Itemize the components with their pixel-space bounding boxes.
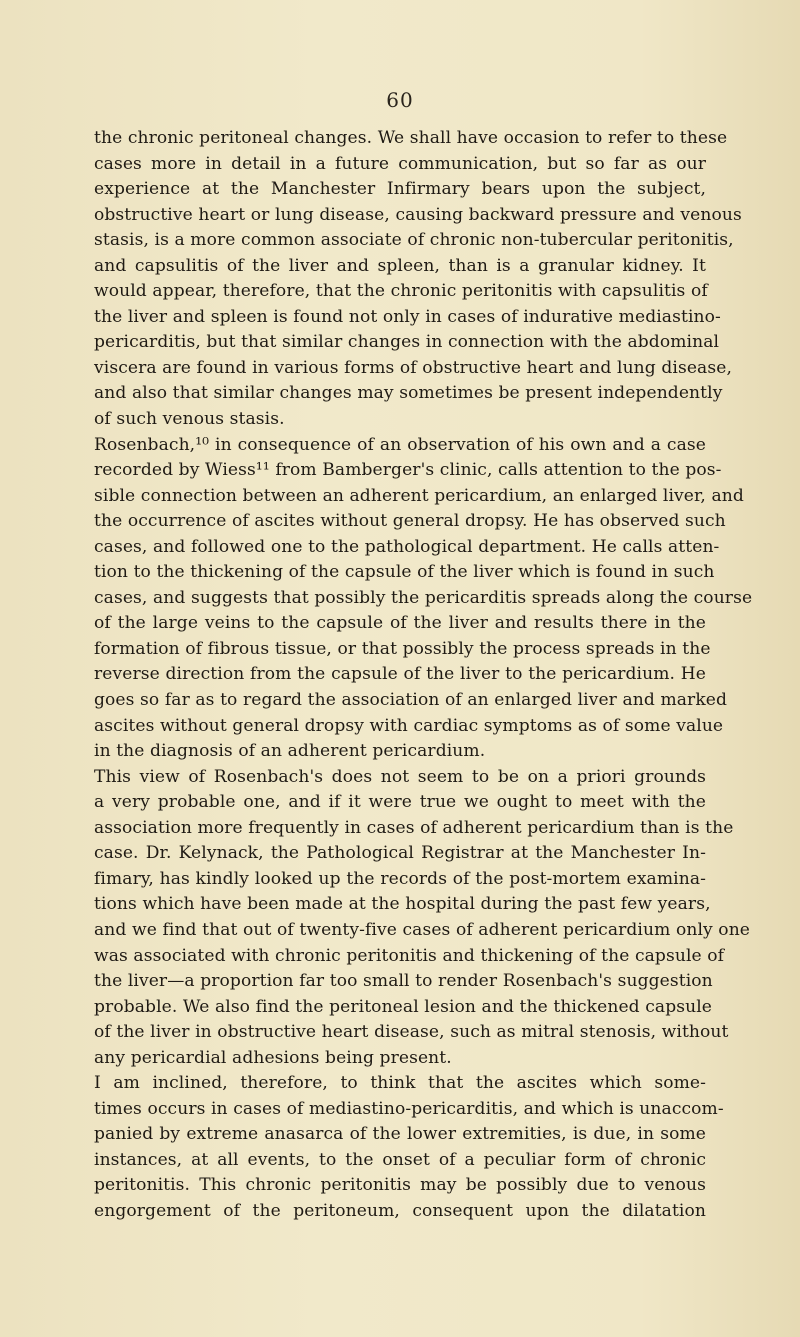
text-line: This view of Rosenbach's does not seem to be on a priori grounds	[94, 766, 706, 787]
text-line: reverse direction from the capsule of the liver to the pericardium. He	[94, 664, 706, 685]
text-line: obstructive heart or lung disease, causing backward pressure and venous	[94, 204, 742, 225]
text-line: ascites without general dropsy with cardiac symptoms as of some value	[94, 715, 724, 736]
text-line: cases, and suggests that possibly the pericarditis spreads along the course	[94, 587, 753, 608]
text-line: would appear, therefore, that the chronic peritonitis with capsulitis of	[94, 281, 708, 302]
body-text	[94, 126, 753, 1225]
text-line: panied by extreme anasarca of the lower extremities, is due, in some	[94, 1124, 706, 1145]
text-line: tion to the thickening of the capsule of the liver which is found in such	[94, 562, 715, 583]
text-line: a very probable one, and if it were true we ought to meet with the	[94, 792, 706, 813]
text-line: cases, and followed one to the pathological department. He calls atten-	[94, 536, 720, 557]
text-line: goes so far as to regard the association of an enlarged liver and marked	[94, 690, 728, 711]
text-line: viscera are found in various forms of obstructive heart and lung disease,	[94, 357, 732, 378]
text-line: and also that similar changes may sometimes be present independently	[94, 383, 723, 404]
page-number: 60	[386, 88, 414, 112]
text-line: formation of fibrous tissue, or that possibly the process spreads in the	[94, 638, 711, 659]
text-line: in the diagnosis of an adherent pericardium.	[94, 741, 486, 762]
text-line: peritonitis. This chronic peritonitis may be possibly due to venous	[94, 1175, 706, 1196]
text-line: the chronic peritoneal changes. We shall have occasion to refer to these	[94, 128, 728, 148]
text-line: tions which have been made at the hospital during the past few years,	[94, 894, 711, 915]
text-line: stasis, is a more common associate of chronic non-tubercular peritonitis,	[94, 230, 734, 251]
text-line: experience at the Manchester Infirmary bears upon the subject,	[94, 179, 706, 200]
text-line: I am inclined, therefore, to think that the ascites which some-	[94, 1073, 706, 1094]
text-line: of the large veins to the capsule of the liver and results there in the	[94, 613, 706, 634]
text-line: pericarditis, but that similar changes in connection with the abdominal	[94, 332, 720, 353]
text-line: fimary, has kindly looked up the records of the post-mortem examina-	[94, 868, 706, 889]
text-line: times occurs in cases of mediastino-pericarditis, and which is unaccom-	[94, 1098, 724, 1119]
text-line: case. Dr. Kelynack, the Pathological Registrar at the Manchester In-	[94, 843, 706, 864]
text-line: was associated with chronic peritonitis and thickening of the capsule of	[94, 945, 725, 966]
text-line: and we find that out of twenty-five cases of adherent pericardium only one	[94, 919, 751, 940]
text-line: of the liver in obstructive heart disease, such as mitral stenosis, without	[94, 1022, 729, 1043]
text-line: Rosenbach,¹⁰ in consequence of an observation of his own and a case	[94, 434, 706, 455]
text-line: the occurrence of ascites without general dropsy. He has observed such	[94, 511, 726, 532]
text-line: recorded by Wiess¹¹ from Bamberger's clinic, calls attention to the pos-	[94, 460, 722, 481]
text-line: instances, at all events, to the onset of a peculiar form of chronic	[94, 1149, 706, 1170]
text-line: the liver—a proportion far too small to render Rosenbach's suggestion	[94, 971, 713, 992]
text-line: and capsulitis of the liver and spleen, than is a granular kidney. It	[94, 255, 706, 276]
text-line: cases more in detail in a future communication, but so far as our	[94, 153, 706, 174]
text-line: the liver and spleen is found not only in cases of indurative mediastino-	[94, 306, 721, 327]
text-line: association more frequently in cases of adherent pericardium than is the	[94, 817, 734, 838]
text-line: engorgement of the peritoneum, consequent upon the dilatation	[94, 1200, 706, 1221]
text-line: sible connection between an adherent pericardium, an enlarged liver, and	[94, 485, 744, 506]
text-line: any pericardial adhesions being present.	[94, 1047, 452, 1068]
text-line: of such venous stasis.	[94, 409, 285, 430]
text-line: probable. We also find the peritoneal lesion and the thickened capsule	[94, 996, 713, 1017]
